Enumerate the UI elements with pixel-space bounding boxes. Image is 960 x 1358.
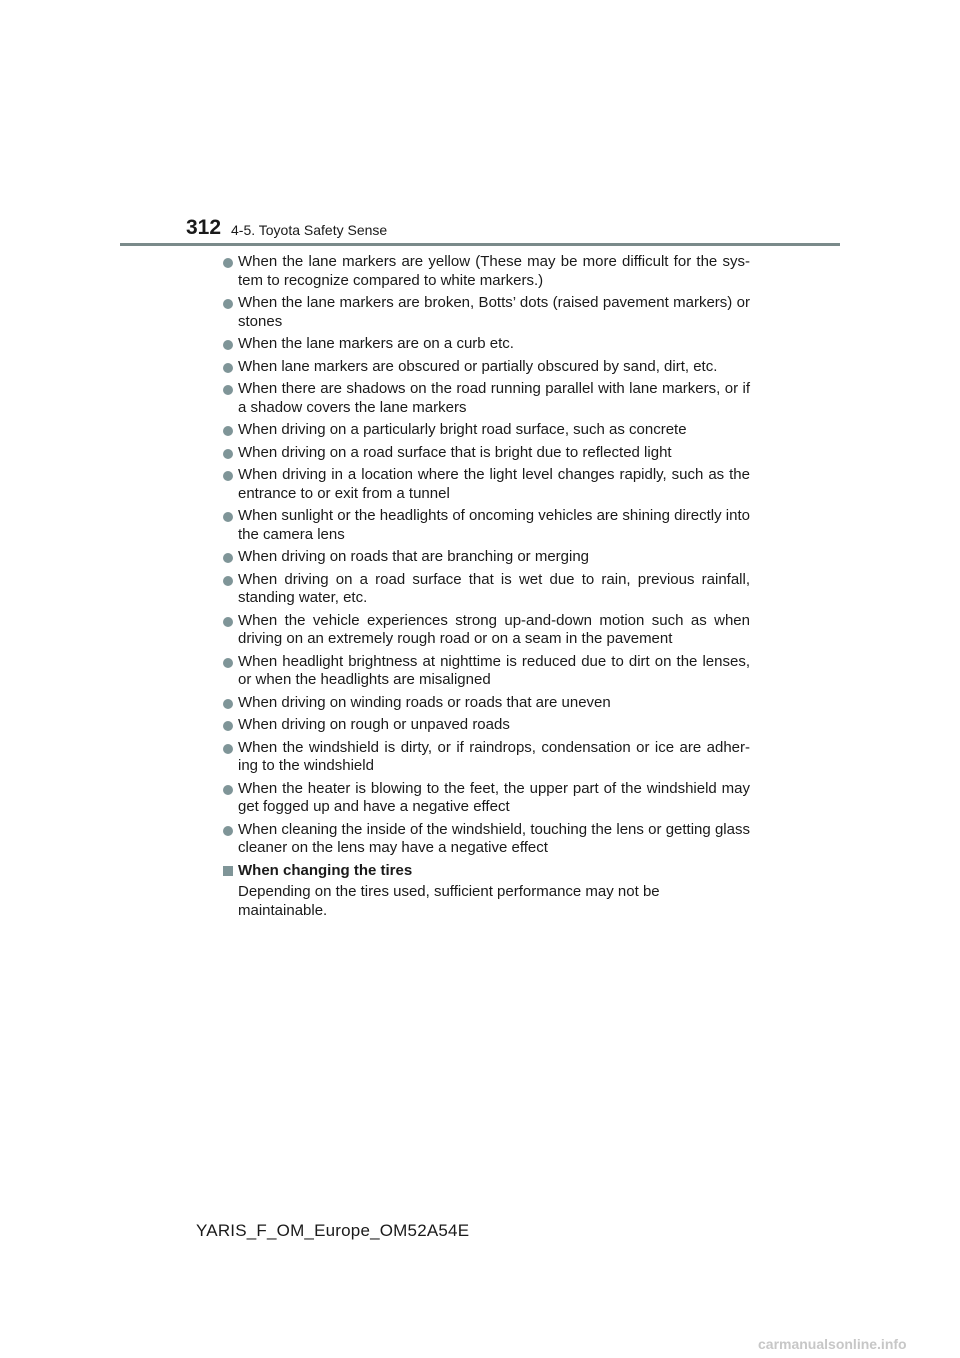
header-divider bbox=[120, 243, 840, 246]
list-item bbox=[222, 507, 750, 544]
list-item bbox=[222, 466, 750, 503]
list-item-text: When there are shadows on the road running parallel with lane markers, or if a shadow covers the lane markers bbox=[238, 380, 750, 416]
list-item-text: When driving on rough or unpaved roads bbox=[238, 716, 510, 733]
page-content bbox=[222, 253, 750, 920]
bullet-dot-icon bbox=[223, 826, 233, 836]
section-title: 4-5. Toyota Safety Sense bbox=[231, 222, 388, 238]
list-item-text: When driving on winding roads or roads that are uneven bbox=[238, 693, 611, 711]
list-item bbox=[222, 358, 750, 377]
bullet-dot-icon bbox=[223, 721, 233, 731]
list-item bbox=[222, 716, 750, 735]
list-item bbox=[222, 739, 750, 776]
tires-heading bbox=[222, 862, 750, 881]
list-item bbox=[222, 444, 750, 463]
list-item bbox=[222, 780, 750, 817]
list-item-text: When sunlight or the headlights of oncoming vehicles are shining directly into the camera lens bbox=[238, 507, 750, 543]
square-bullet-icon bbox=[223, 866, 233, 876]
list-item bbox=[222, 548, 750, 567]
list-item bbox=[222, 821, 750, 858]
list-item-text: When the windshield is dirty, or if raindrops, condensation or ice are adher-ing to the windshield bbox=[238, 738, 750, 774]
bullet-dot-icon bbox=[223, 744, 233, 754]
list-item-text: When the lane markers are on a curb etc. bbox=[238, 335, 514, 352]
page-number: 312 bbox=[186, 216, 222, 239]
list-item bbox=[222, 380, 750, 417]
bullet-dot-icon bbox=[223, 512, 233, 522]
list-item bbox=[222, 571, 750, 608]
list-item-text: When driving in a location where the light level changes rapidly, such as the entrance to or exit from a tunnel bbox=[238, 466, 750, 502]
bullet-dot-icon bbox=[223, 471, 233, 481]
bullet-dot-icon bbox=[223, 553, 233, 563]
list-item bbox=[222, 653, 750, 690]
list-item-text: When the heater is blowing to the feet, the upper part of the windshield may get fogged up and have a negative effect bbox=[238, 779, 750, 815]
bullet-dot-icon bbox=[223, 658, 233, 668]
condition-list bbox=[222, 253, 750, 858]
list-item-text: When the lane markers are yellow (These may be more difficult for the sys-tem to recognize compared to white markers.) bbox=[238, 253, 750, 289]
list-item-text: When headlight brightness at nighttime is reduced due to dirt on the lenses, or when the headlights are misaligned bbox=[238, 652, 750, 688]
list-item bbox=[222, 694, 750, 713]
bullet-dot-icon bbox=[223, 299, 233, 309]
bullet-dot-icon bbox=[223, 340, 233, 350]
list-item bbox=[222, 253, 750, 290]
bullet-dot-icon bbox=[223, 363, 233, 373]
list-item-text: When lane markers are obscured or partially obscured by sand, dirt, etc. bbox=[238, 357, 718, 375]
list-item-text: When driving on a particularly bright road surface, such as concrete bbox=[238, 421, 687, 438]
tires-heading-text: When changing the tires bbox=[238, 861, 413, 879]
list-item-text: When cleaning the inside of the windshield, touching the lens or getting glass cleaner on the lens may have a negative effect bbox=[238, 820, 750, 856]
bullet-dot-icon bbox=[223, 385, 233, 395]
bullet-dot-icon bbox=[223, 258, 233, 268]
bullet-dot-icon bbox=[223, 785, 233, 795]
list-item-text: When driving on a road surface that is wet due to rain, previous rainfall, standing water, etc. bbox=[238, 570, 750, 606]
list-item-text: When the lane markers are broken, Botts’ dots (raised pavement markers) or stones bbox=[238, 294, 750, 330]
bullet-dot-icon bbox=[223, 576, 233, 586]
bullet-dot-icon bbox=[223, 699, 233, 709]
list-item bbox=[222, 421, 750, 440]
list-item-text: When driving on roads that are branching or merging bbox=[238, 548, 590, 565]
bullet-dot-icon bbox=[223, 426, 233, 436]
list-item-text: When the vehicle experiences strong up-and-down motion such as when driving on an extremely rough road or on a seam in the pavement bbox=[238, 611, 750, 647]
bullet-dot-icon bbox=[223, 449, 233, 459]
document-code: YARIS_F_OM_Europe_OM52A54E bbox=[196, 1221, 470, 1240]
bullet-dot-icon bbox=[223, 617, 233, 627]
watermark: carmanualsonline.info bbox=[758, 1336, 907, 1352]
list-item-text: When driving on a road surface that is bright due to reflected light bbox=[238, 443, 672, 461]
list-item bbox=[222, 294, 750, 331]
tires-text: Depending on the tires used, sufficient performance may not be maintainable. bbox=[238, 883, 660, 919]
list-item bbox=[222, 612, 750, 649]
list-item bbox=[222, 335, 750, 354]
